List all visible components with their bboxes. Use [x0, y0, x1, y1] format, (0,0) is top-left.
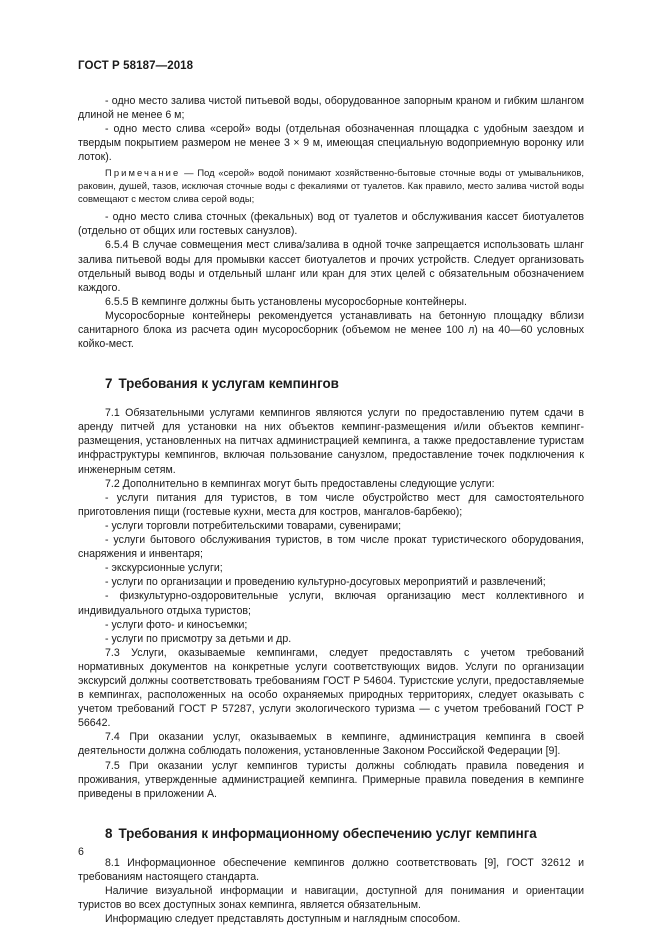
paragraph: 8.1 Информационное обеспечение кемпингов должно соответствовать [9], ГОСТ 32612 и требованиям настоящего стандарта. — [78, 856, 584, 883]
note-paragraph — [78, 167, 584, 205]
section-number: 7 — [105, 376, 113, 392]
note-text: — Под «серой» водой понимают хозяйственно-бытовые сточные воды от умывальников, раковин, душей, тазов, исключая сточные воды с фекалиями от туалетов. Как правило, место залива чистой воды совмещают с местом слива серой воды; — [78, 167, 584, 204]
paragraph: 7.2 Дополнительно в кемпингах могут быть предоставлены следующие услуги: — [105, 477, 495, 490]
section-number: 8 — [105, 825, 113, 841]
section-title: Требования к услугам кемпингов — [118, 376, 339, 392]
note-label: Примечание — [105, 167, 181, 179]
section-title: Требования к информационному обеспечению услуг кемпинга — [118, 825, 537, 841]
paragraph: 7.5 При оказании услуг кемпингов туристы должны соблюдать правила поведения и проживания, утвержденные администрацией кемпинга. Примерные правила поведения в кемпинге приведены в приложении А. — [78, 759, 584, 800]
list-item: - услуги по присмотру за детьми и др. — [105, 632, 292, 645]
list-item: - услуги питания для туристов, в том числе обустройство мест для самостоятельного приготовления пищи (гостевые кухни, места для костров, мангалов-барбекю); — [78, 491, 584, 518]
list-item: - физкультурно-оздоровительные услуги, включая организацию мест коллективного и индивидуального отдыха туристов; — [78, 590, 584, 617]
paragraph: 7.1 Обязательными услугами кемпингов являются услуги по предоставлению путем сдачи в аренду питчей для установки на них объектов кемпинг-размещения и/или объектов кемпинг-размещения, установленных на питчах администрацией кемпинга, а также предоставление туристам инфраструктуры кемпингов, включая пользование санузлом, предоставление точек подключения к инженерным сетям. — [78, 407, 584, 476]
paragraph: Мусоросборные контейнеры рекомендуется устанавливать на бетонную площадку вблизи санитарного блока из расчета один мусоросборник (объемом не менее 100 л) на 40—60 условных койко-мест. — [78, 309, 584, 351]
paragraph: - одно место слива «серой» воды (отдельная обозначенная площадка с удобным заездом и твердым покрытием размером не менее 3 × 9 м, имеющая специальную водоприемную воронку или лоток). — [78, 123, 584, 164]
section-heading-8 — [78, 825, 584, 842]
paragraph: 7.3 Услуги, оказываемые кемпингами, следует предоставлять с учетом требований нормативных документов на конкретные услуги соответствующих видов. Услуги по организации экскурсий должны соответствовать требованиям ГОСТ Р 54604. Туристские услуги, предоставляемые в кемпингах, расположенных на особо охраняемых природных территориях, следует оказывать с учетом требований ГОСТ Р 57287, услуги экологического туризма — с учетом требований ГОСТ Р 56642. — [78, 646, 584, 730]
paragraph: 7.4 При оказании услуг, оказываемых в кемпинге, администрация кемпинга в своей деятельности должна соблюдать положения, установленные Законом Российской Федерации [9]. — [78, 731, 584, 758]
document-body — [78, 94, 584, 926]
list-item: - экскурсионные услуги; — [105, 562, 223, 575]
paragraph: - одно место залива чистой питьевой воды, оборудованное запорным краном и гибким шлангом длиной не менее 6 м; — [78, 95, 584, 122]
paragraph: 6.5.4 В случае совмещения мест слива/залива в одной точке запрещается использовать шланг залива питьевой воды для промывки кассет биотуалетов и прочих устройств. Следует организовать отдельный вывод воды и отдельный шланг или кран для этих целей с обязательным обозначением каждого. — [78, 239, 584, 294]
paragraph: Наличие визуальной информации и навигации, доступной для понимания и ориентации туристов во всех доступных зонах кемпинга, является обязательным. — [78, 885, 584, 912]
list-item: - услуги бытового обслуживания туристов, в том числе прокат туристического оборудования, снаряжения и инвентаря; — [78, 534, 584, 561]
paragraph: Информацию следует представлять доступным и наглядным способом. — [105, 913, 461, 926]
document-code-header: ГОСТ Р 58187—2018 — [78, 60, 194, 72]
paragraph: - одно место слива сточных (фекальных) вод от туалетов и обслуживания кассет биотуалетов (отдельно от общих или гостевых санузлов). — [78, 211, 584, 238]
list-item: - услуги торговли потребительскими товарами, сувенирами; — [105, 519, 402, 532]
list-item: - услуги по организации и проведению культурно-досуговых мероприятий и развлечений; — [105, 576, 546, 589]
page-number: 6 — [78, 846, 84, 858]
section-heading-7 — [78, 375, 584, 392]
paragraph: 6.5.5 В кемпинге должны быть установлены мусоросборные контейнеры. — [105, 295, 467, 308]
list-item: - услуги фото- и киносъемки; — [105, 618, 248, 631]
